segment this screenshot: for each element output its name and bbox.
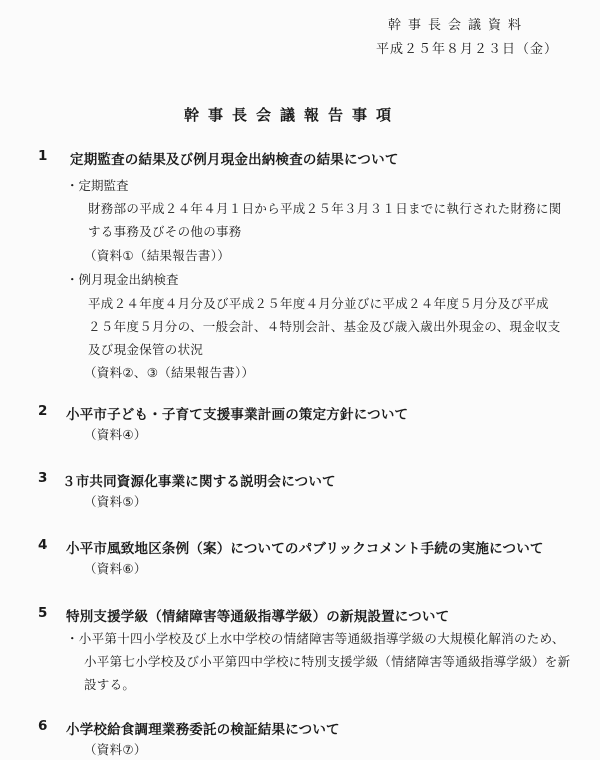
item-2-ref: （資料④） [84,427,147,442]
item-5-line-1: ・小平第十四小学校及び上水中学校の情緒障害等通級指導学級の大規模化解消のため、 [66,631,565,646]
item-4-number: 4 [38,537,48,553]
item-5-line-3: 設する。 [84,677,136,692]
item-1-sub1-line-2: する事務及びその他の事務 [88,224,242,239]
item-1-sub1-label: ・定期監査 [66,178,129,193]
item-1-sub1-line-1: 財務部の平成２４年４月１日から平成２５年３月３１日までに執行された財務に関 [88,201,562,216]
header-label: 幹事長会議資料 [388,18,529,33]
item-4-heading: 小平市風致地区条例（案）についてのパブリックコメント手続の実施について [66,541,544,557]
item-3-heading: ３市共同資源化事業に関する説明会について [62,474,336,490]
item-1-sub2-line-2: ２５年度５月分の、一般会計、４特別会計、基金及び歳入歳出外現金の、現金収支 [88,319,561,334]
item-6-ref: （資料⑦） [84,742,147,757]
header-date: 平成２５年８月２３日（金） [376,42,559,57]
item-6-number: 6 [38,718,48,734]
item-5-line-2: 小平第七小学校及び小平第四中学校に特別支援学級（情緒障害等通級指導学級）を新 [84,654,571,669]
item-1-sub2-line-3: 及び現金保管の状況 [88,342,204,357]
item-1-sub2-label: ・例月現金出納検査 [66,272,179,287]
item-3-ref: （資料⑤） [84,494,147,509]
item-2-number: 2 [38,403,48,419]
item-1-sub2-ref: （資料②、③（結果報告書）） [84,365,255,380]
page-title: 幹事長会議報告事項 [184,106,401,124]
item-1-sub1-ref: （資料①（結果報告書）） [84,248,231,263]
item-6-heading: 小学校給食調理業務委託の検証結果について [66,722,340,738]
item-3-number: 3 [38,470,48,486]
item-1-heading: 定期監査の結果及び例月現金出納検査の結果について [70,152,399,168]
item-1-sub2-line-1: 平成２４年度４月分及び平成２５年度４月分並びに平成２４年度５月分及び平成 [88,296,549,311]
item-5-number: 5 [38,605,48,621]
item-2-heading: 小平市子ども・子育て支援事業計画の策定方針について [66,407,409,423]
item-4-ref: （資料⑥） [84,561,147,576]
item-1-number: 1 [38,148,48,164]
item-5-heading: 特別支援学級（情緒障害等通級指導学級）の新規設置について [66,609,450,625]
